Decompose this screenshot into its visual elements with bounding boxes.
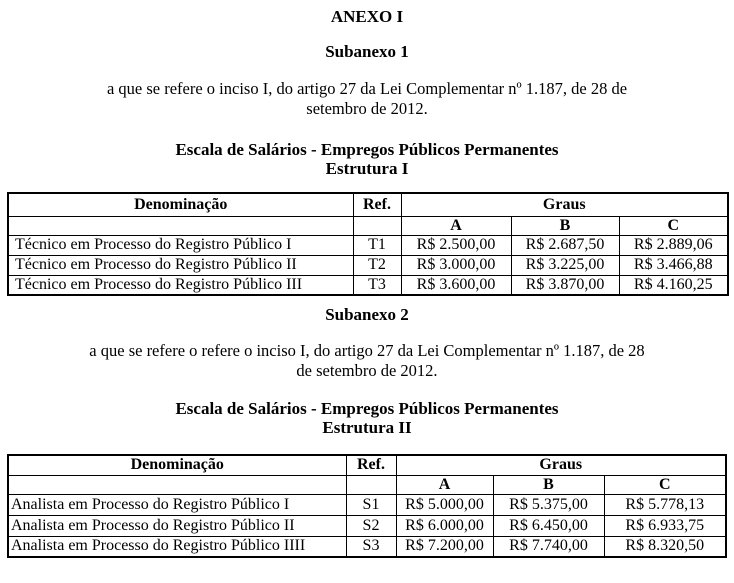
- col-header-graus: Graus: [396, 455, 726, 475]
- denominacao-cell: Técnico em Processo do Registro Público I: [8, 235, 353, 255]
- table-header-row: [8, 455, 726, 475]
- denominacao-cell: Analista em Processo do Registro Público II: [8, 515, 346, 536]
- grade-a-cell: R$ 2.500,00: [401, 235, 511, 255]
- table-subheader-row: [8, 475, 726, 494]
- grade-a-cell: R$ 5.000,00: [396, 494, 493, 515]
- paragraph-line: de setembro de 2012.: [296, 361, 438, 380]
- salary-table-estrutura-1: [7, 192, 729, 296]
- empty-header-cell: [346, 475, 396, 494]
- grade-c-cell: R$ 2.889,06: [619, 235, 728, 255]
- table-row: [8, 275, 728, 295]
- subanexo-2-section: [0, 306, 734, 558]
- subanexo-2-title: Subanexo 2: [325, 305, 409, 324]
- col-header-grade-a: A: [401, 216, 511, 235]
- ref-cell: S1: [346, 494, 396, 515]
- table-subheader-row: [8, 216, 728, 235]
- grade-a-cell: R$ 3.600,00: [401, 275, 511, 295]
- salary-table-estrutura-2: [7, 454, 727, 558]
- col-header-denominacao: Denominação: [8, 455, 346, 475]
- subanexo-1-section: [0, 43, 734, 296]
- grade-b-cell: R$ 5.375,00: [493, 494, 604, 515]
- subanexo-1-reference-paragraph: [0, 79, 734, 119]
- table-header-row: [8, 193, 728, 216]
- table-row: [8, 494, 726, 515]
- structure-label: Estrutura I: [325, 159, 409, 178]
- grade-c-cell: R$ 3.466,88: [619, 255, 728, 275]
- ref-cell: T1: [353, 235, 401, 255]
- table-row: [8, 536, 726, 557]
- subanexo-2-reference-paragraph: [0, 341, 734, 381]
- denominacao-cell: Analista em Processo do Registro Público IIII: [8, 536, 346, 557]
- grade-c-cell: R$ 5.778,13: [604, 494, 726, 515]
- paragraph-line: a que se refere o refere o inciso I, do artigo 27 da Lei Complementar nº 1.187, de 28: [89, 341, 645, 360]
- col-header-grade-c: C: [604, 475, 726, 494]
- col-header-denominacao: Denominação: [8, 193, 353, 216]
- subanexo-1-title: Subanexo 1: [325, 42, 409, 61]
- paragraph-line: setembro de 2012.: [306, 99, 428, 118]
- grade-c-cell: R$ 8.320,50: [604, 536, 726, 557]
- ref-cell: T3: [353, 275, 401, 295]
- col-header-grade-a: A: [396, 475, 493, 494]
- grade-b-cell: R$ 2.687,50: [511, 235, 619, 255]
- denominacao-cell: Técnico em Processo do Registro Público II: [8, 255, 353, 275]
- empty-header-cell: [353, 216, 401, 235]
- ref-cell: T2: [353, 255, 401, 275]
- scale-heading-2: [0, 399, 734, 437]
- structure-label: Estrutura II: [322, 418, 412, 437]
- grade-a-cell: R$ 3.000,00: [401, 255, 511, 275]
- scale-title: Escala de Salários - Empregos Públicos Permanentes: [175, 399, 559, 418]
- grade-b-cell: R$ 3.225,00: [511, 255, 619, 275]
- grade-b-cell: R$ 3.870,00: [511, 275, 619, 295]
- denominacao-cell: Analista em Processo do Registro Público I: [8, 494, 346, 515]
- col-header-ref: Ref.: [353, 193, 401, 216]
- col-header-grade-b: B: [511, 216, 619, 235]
- grade-a-cell: R$ 7.200,00: [396, 536, 493, 557]
- grade-c-cell: R$ 6.933,75: [604, 515, 726, 536]
- col-header-grade-b: B: [493, 475, 604, 494]
- grade-b-cell: R$ 7.740,00: [493, 536, 604, 557]
- grade-b-cell: R$ 6.450,00: [493, 515, 604, 536]
- col-header-ref: Ref.: [346, 455, 396, 475]
- ref-cell: S2: [346, 515, 396, 536]
- col-header-grade-c: C: [619, 216, 728, 235]
- document-page: [0, 8, 734, 558]
- table-row: [8, 515, 726, 536]
- empty-header-cell: [8, 475, 346, 494]
- scale-title: Escala de Salários - Empregos Públicos Permanentes: [175, 140, 559, 159]
- col-header-graus: Graus: [401, 193, 728, 216]
- paragraph-line: a que se refere o inciso I, do artigo 27 da Lei Complementar nº 1.187, de 28 de: [106, 79, 628, 98]
- grade-a-cell: R$ 6.000,00: [396, 515, 493, 536]
- grade-c-cell: R$ 4.160,25: [619, 275, 728, 295]
- table-row: [8, 235, 728, 255]
- denominacao-cell: Técnico em Processo do Registro Público III: [8, 275, 353, 295]
- page-title: ANEXO I: [330, 7, 404, 26]
- scale-heading-1: [0, 140, 734, 178]
- table-row: [8, 255, 728, 275]
- empty-header-cell: [8, 216, 353, 235]
- ref-cell: S3: [346, 536, 396, 557]
